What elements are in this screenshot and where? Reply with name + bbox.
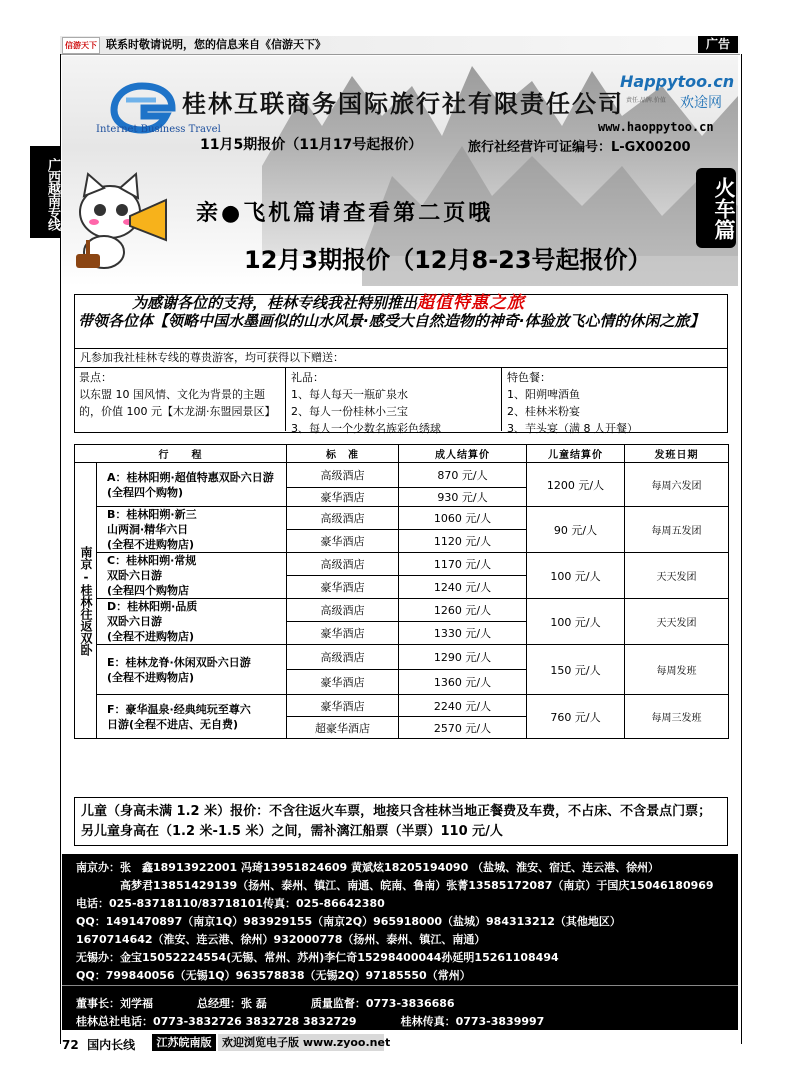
- adult-price-cell: 1120 元/人: [399, 530, 527, 553]
- child-price-cell: 1200 元/人: [527, 463, 625, 507]
- company-name: 桂林互联商务国际旅行社有限责任公司: [182, 90, 624, 118]
- side-section-tab: 广西越南专线: [30, 146, 60, 238]
- source-note: 联系时敬请说明，您的信息来自《信游天下》: [106, 38, 326, 51]
- adult-price-cell: 1330 元/人: [399, 622, 527, 645]
- management-line: 桂林总社电话：0773-3832726 3832728 3832729 桂林传真：0773-3839997: [76, 1015, 545, 1028]
- gift-item: 2、每人一份桂林小三宝: [291, 405, 408, 418]
- promo-highlight: 超值特惠之旅: [417, 293, 526, 313]
- adult-price-cell: 1240 元/人: [399, 576, 527, 599]
- child-price-cell: 100 元/人: [527, 599, 625, 645]
- departure-cell: 天天发团: [625, 553, 729, 599]
- standard-cell: 高级酒店: [287, 463, 399, 488]
- contact-line: 高梦君13851429139（扬州、泰州、镇江、南通、皖南、鲁南）张菁13585172087（南京）于国庆15046180969: [76, 879, 714, 892]
- child-price-cell: 150 元/人: [527, 645, 625, 695]
- adult-price-cell: 1060 元/人: [399, 507, 527, 530]
- table-row: [75, 599, 729, 622]
- adult-price-cell: 2240 元/人: [399, 695, 527, 717]
- contact-line: 电话：025-83718110/83718101传真：025-86642380: [76, 897, 385, 910]
- contact-line: QQ：1491470897（南京1Q）983929155（南京2Q）965918000（盐城）984313212（其他地区）: [76, 915, 621, 928]
- child-price-cell: 100 元/人: [527, 553, 625, 599]
- standard-cell: 豪华酒店: [287, 530, 399, 553]
- gift-col-title: 礼品：: [291, 371, 324, 384]
- standard-cell: 超豪华酒店: [287, 717, 399, 739]
- divider: [501, 367, 502, 431]
- divider: [74, 367, 728, 368]
- table-row: [75, 645, 729, 670]
- route-name-cell: E：桂林龙脊·休闲双卧六日游 (全程不进购物店): [97, 645, 287, 695]
- footer-page: [62, 1036, 135, 1053]
- brand-tagline: 责任.品牌.价值: [626, 97, 666, 104]
- table-row: [75, 463, 729, 488]
- gift-item: 以东盟 10 国风情、文化为背景的主题: [79, 388, 265, 401]
- child-price-cell: 90 元/人: [527, 507, 625, 553]
- gift-item: 1、每人每天一瓶矿泉水: [291, 388, 408, 401]
- gift-col-gifts: [291, 369, 499, 437]
- train-section-tag: 火车篇: [696, 168, 736, 248]
- standard-cell: 豪华酒店: [287, 695, 399, 717]
- route-name-cell: C：桂林阳朔·常规 双卧六日游 (全程四个购物店: [97, 553, 287, 599]
- gift-item: 1、阳朔啤酒鱼: [507, 388, 580, 401]
- adult-price-cell: 1360 元/人: [399, 670, 527, 695]
- quote-period-line: 11月5期报价（11月17号起报价）: [200, 137, 423, 153]
- main-quote-period: 12月3期报价（12月8-23号起报价）: [244, 246, 652, 274]
- ad-tag: 广告: [698, 36, 738, 53]
- standard-cell: 豪华酒店: [287, 670, 399, 695]
- contact-line: 南京办：张 鑫18913922001 冯琦13951824609 黄斌炫18205194090 （盐城、淮安、宿迁、连云港、徐州）: [76, 861, 660, 874]
- gift-col-meals: [507, 369, 725, 437]
- gift-item: 2、桂林米粉宴: [507, 405, 580, 418]
- adult-price-cell: 930 元/人: [399, 488, 527, 507]
- subtitle-flight-note: 亲●飞机篇请查看第二页哦: [196, 200, 494, 226]
- standard-cell: 高级酒店: [287, 507, 399, 530]
- child-price-cell: 760 元/人: [527, 695, 625, 739]
- departure-cell: 天天发团: [625, 599, 729, 645]
- departure-cell: 每周发班: [625, 645, 729, 695]
- gift-col-title: 景点：: [79, 371, 112, 384]
- page-number: 72: [62, 1038, 79, 1052]
- gift-note: 凡参加我社桂林专线的尊贵游客，均可获得以下赠送：: [80, 351, 344, 364]
- gift-col-scenic: [79, 369, 283, 420]
- gift-item: 3、芋头宴（满 8 人开餐）: [507, 422, 638, 435]
- edition-badge: 江苏皖南版: [152, 1034, 216, 1051]
- website-url: www.haoppytoo.cn: [598, 120, 714, 134]
- management-line: 董事长：刘学福 总经理：张 磊 质量监督：0773-3836686: [76, 997, 455, 1010]
- route-name-cell: A：桂林阳朔·超值特惠双卧六日游 (全程四个购物): [97, 463, 287, 507]
- col-header-standard: 标 准: [287, 445, 399, 463]
- standard-cell: 高级酒店: [287, 599, 399, 622]
- gift-item: 3、每人一个少数名族彩色绣球: [291, 422, 441, 435]
- adult-price-cell: 1290 元/人: [399, 645, 527, 670]
- table-body: [75, 463, 729, 739]
- standard-cell: 高级酒店: [287, 645, 399, 670]
- standard-cell: 豪华酒店: [287, 622, 399, 645]
- route-name-cell: F：豪华温泉·经典纯玩至尊六 日游(全程不进店、无自费): [97, 695, 287, 739]
- contact-block: [62, 854, 738, 1030]
- promo-line-2: 带领各位体【领略中国水墨画似的山水风景·感受大自然造物的神奇·体验放飞心情的休闲之旅】: [78, 312, 705, 330]
- departure-cell: 每周三发班: [625, 695, 729, 739]
- col-header-route: 行 程: [75, 445, 287, 463]
- website-note: 欢迎浏览电子版 www.zyoo.net: [218, 1034, 384, 1051]
- publication-mini-logo: 信游天下: [62, 37, 100, 54]
- divider: [62, 985, 738, 986]
- col-header-adult-price: 成人结算价: [399, 445, 527, 463]
- region-cell: 南京-桂林往返双卧: [75, 463, 97, 739]
- promo-intro: 为感谢各位的支持，桂林专线我社特别推出: [132, 294, 418, 312]
- table-row: [75, 507, 729, 530]
- price-table: [74, 444, 729, 739]
- logo-subtitle: Internet Business Travel: [96, 124, 221, 135]
- contact-line: 1670714642（淮安、连云港、徐州）932000778（扬州、泰州、镇江、南通）: [76, 933, 486, 946]
- adult-price-cell: 2570 元/人: [399, 717, 527, 739]
- col-header-child-price: 儿童结算价: [527, 445, 625, 463]
- section-name: 国内长线: [87, 1038, 136, 1052]
- child-price-note: 儿童（身高未满 1.2 米）报价：不含往返火车票，地接只含桂林当地正餐费及车费，不占床、不含景点门票；另儿童身高在（1.2 米-1.5 米）之间，需补漓江船票（半票）110 元/人: [74, 797, 728, 846]
- contact-line: QQ：799840056（无锡1Q）963578838（无锡2Q）97185550（常州）: [76, 969, 471, 982]
- gift-col-title: 特色餐：: [507, 371, 551, 384]
- departure-cell: 每周六发团: [625, 463, 729, 507]
- adult-price-cell: 1260 元/人: [399, 599, 527, 622]
- adult-price-cell: 1170 元/人: [399, 553, 527, 576]
- gift-item: 的，价值 100 元【木龙湖·东盟园景区】: [79, 405, 276, 418]
- col-header-departure: 发班日期: [625, 445, 729, 463]
- route-name-cell: D：桂林阳朔·品质 双卧六日游 (全程不进购物店): [97, 599, 287, 645]
- brand-logo-text: Happytoo.cn: [620, 72, 735, 91]
- departure-cell: 每周五发团: [625, 507, 729, 553]
- promo-line-1: [76, 294, 724, 313]
- standard-cell: 豪华酒店: [287, 488, 399, 507]
- route-name-cell: B：桂林阳朔·新三 山两洞·精华六日 (全程不进购物店): [97, 507, 287, 553]
- brand-cn-text: 欢途网: [680, 95, 722, 111]
- adult-price-cell: 870 元/人: [399, 463, 527, 488]
- divider: [285, 367, 286, 431]
- mascot-cat-icon: [70, 166, 170, 278]
- table-row: [75, 553, 729, 576]
- standard-cell: 高级酒店: [287, 553, 399, 576]
- license-number: 旅行社经营许可证编号：L-GX00200: [468, 140, 691, 155]
- contact-line: 无锡办：金宝15052224554(无锡、常州、苏州)李仁奇15298400044孙延明15261108494: [76, 951, 559, 964]
- standard-cell: 豪华酒店: [287, 576, 399, 599]
- table-row: [75, 695, 729, 717]
